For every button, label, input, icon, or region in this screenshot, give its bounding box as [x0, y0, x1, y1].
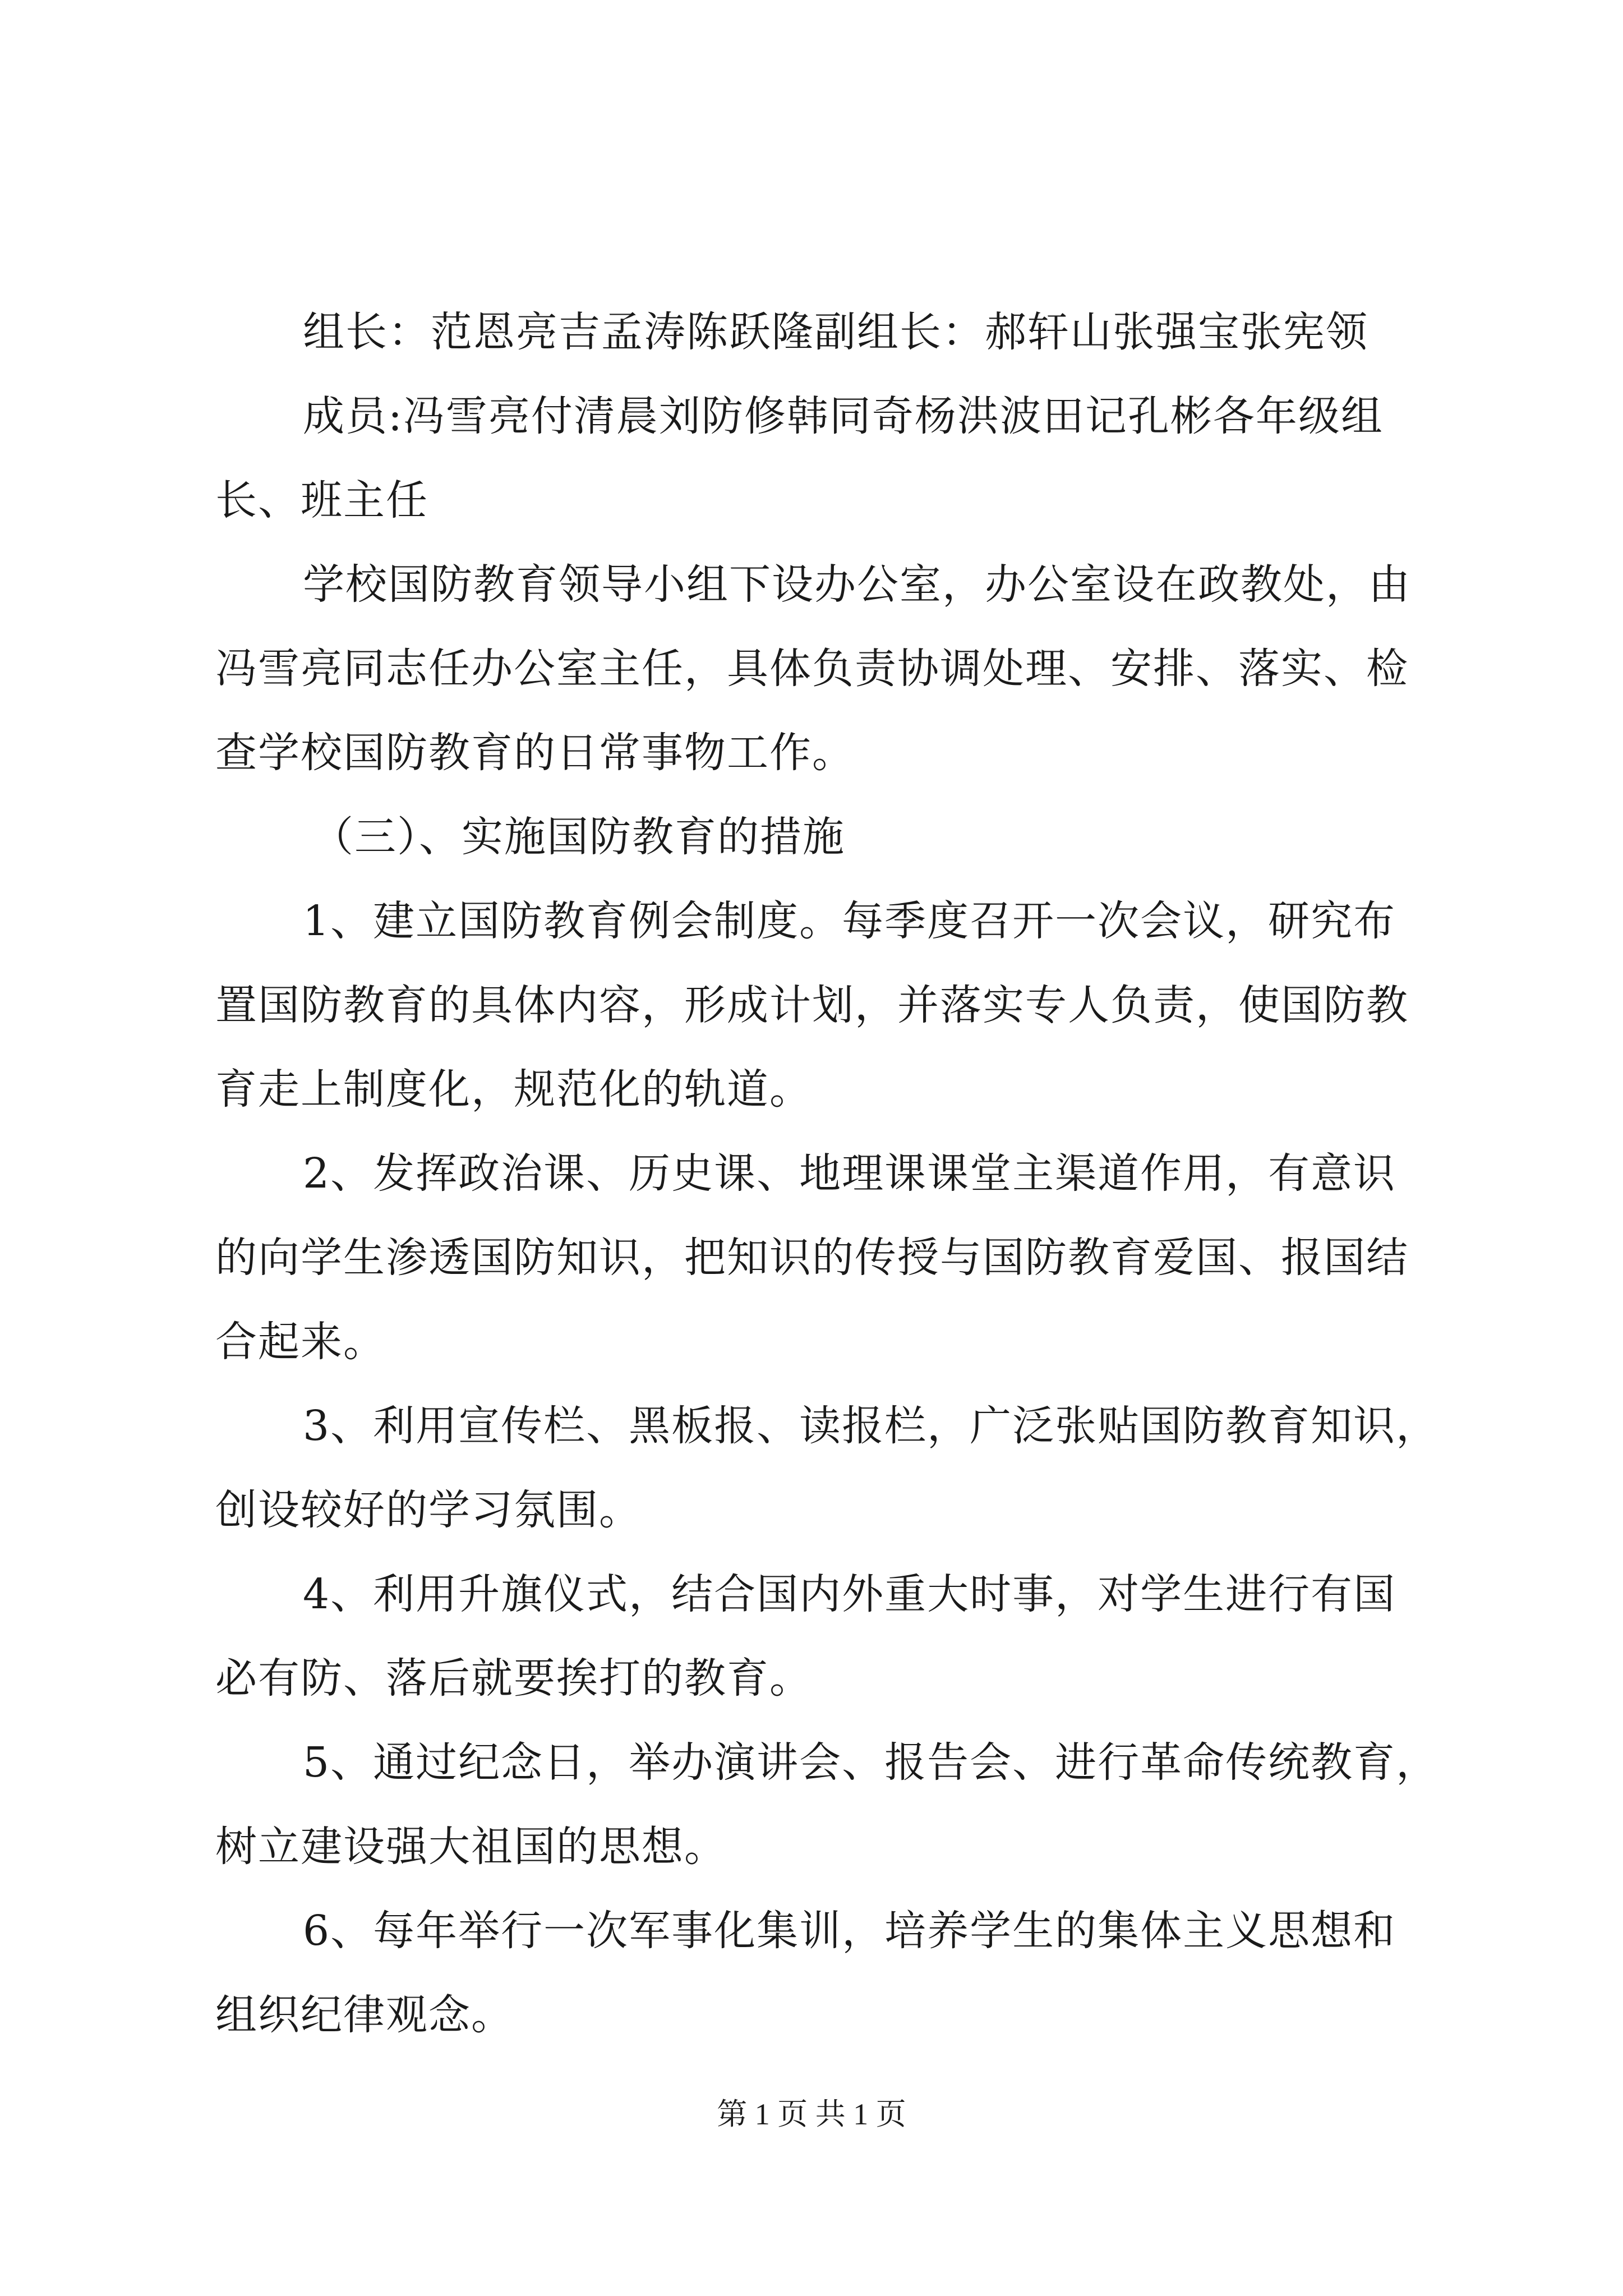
measure-1-line-2: 置国防教育的具体内容，形成计划，并落实专人负责，使国防教 — [215, 981, 1409, 1029]
measure-2-line-1: 2、发挥政治课、历史课、地理课课堂主渠道作用，有意识 — [303, 1149, 1396, 1198]
measure-3-line-1: 3、利用宣传栏、黑板报、读报栏，广泛张贴国防教育知识， — [303, 1402, 1439, 1450]
measure-2-line-2: 的向学生渗透国防知识，把知识的传授与国防教育爱国、报国结 — [215, 1234, 1409, 1282]
office-paragraph-line-1: 学校国防教育领导小组下设办公室，办公室设在政教处，由 — [303, 560, 1411, 609]
office-paragraph-line-3: 查学校国防教育的日常事物工作。 — [215, 729, 855, 777]
measure-1-line-1: 1、建立国防教育例会制度。每季度召开一次会议，研究布 — [303, 897, 1396, 945]
page-number-footer: 第 1 页 共 1 页 — [717, 2097, 906, 2131]
members-line-cont: 长、班主任 — [215, 476, 428, 524]
measure-5-line-1: 5、通过纪念日，举办演讲会、报告会、进行革命传统教育， — [303, 1738, 1439, 1787]
measure-2-line-3: 合起来。 — [215, 1318, 386, 1366]
measure-3-line-2: 创设较好的学习氛围。 — [215, 1486, 642, 1534]
section-heading: （三）、实施国防教育的措施 — [312, 813, 845, 861]
office-paragraph-line-2: 冯雪亮同志任办公室主任，具体负责协调处理、安排、落实、检 — [215, 645, 1409, 693]
measure-1-line-3: 育走上制度化，规范化的轨道。 — [215, 1065, 812, 1114]
measure-6-line-1: 6、每年举行一次军事化集训，培养学生的集体主义思想和 — [303, 1907, 1396, 1955]
leader-line: 组长：范恩亮吉孟涛陈跃隆副组长：郝轩山张强宝张宪领 — [303, 308, 1368, 356]
members-line: 成员:冯雪亮付清晨刘防修韩同奇杨洪波田记孔彬各年级组 — [303, 392, 1384, 440]
measure-5-line-2: 树立建设强大祖国的思想。 — [215, 1823, 727, 1871]
measure-4-line-1: 4、利用升旗仪式，结合国内外重大时事，对学生进行有国 — [303, 1570, 1396, 1618]
measure-4-line-2: 必有防、落后就要挨打的教育。 — [215, 1654, 812, 1703]
measure-6-line-2: 组织纪律观念。 — [215, 1991, 514, 2039]
